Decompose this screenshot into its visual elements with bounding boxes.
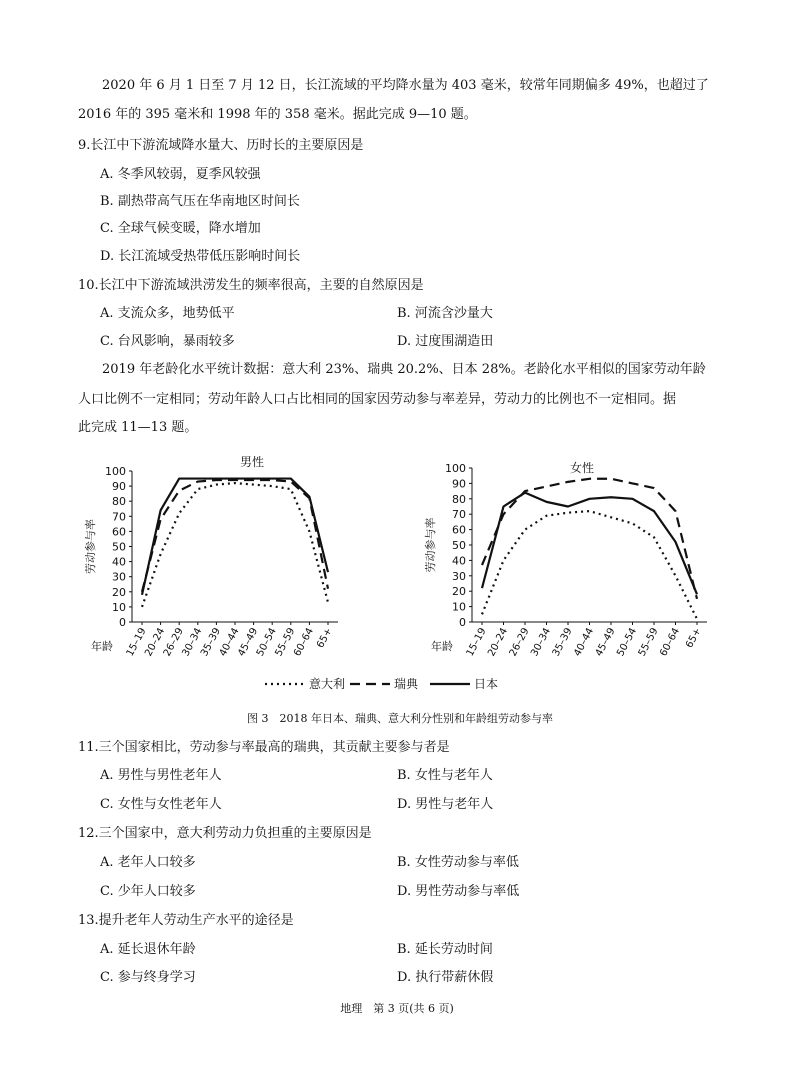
x-tick-label: 45–49 [236, 626, 261, 659]
x-tick-label: 15–19 [464, 626, 489, 659]
x-tick-label: 60–64 [658, 626, 683, 659]
question-11-option-b[interactable]: B. 女性与老年人 [397, 768, 493, 783]
y-tick-label: 80 [452, 492, 466, 506]
question-9-option-a[interactable]: A. 冬季风较弱，夏季风较强 [100, 167, 261, 182]
x-tick-label: 26–29 [507, 626, 532, 659]
question-10-option-a[interactable]: A. 支流众多，地势低平 [100, 306, 235, 321]
series-line-2 [482, 479, 697, 599]
y-tick-label: 50 [452, 539, 466, 552]
y-tick-label: 30 [112, 570, 126, 584]
x-tick-label: 15–19 [124, 626, 149, 659]
y-tick-label: 90 [452, 477, 466, 491]
x-axis-label: 年龄 [91, 640, 113, 653]
y-tick-label: 70 [452, 508, 466, 522]
series-line-3 [142, 479, 328, 595]
y-tick-label: 50 [112, 540, 126, 554]
question-12-stem: 12.三个国家中，意大利劳动力负担重的主要原因是 [78, 826, 372, 841]
page-footer: 地理 第 3 页(共 6 页) [340, 1002, 454, 1015]
question-11-option-a[interactable]: A. 男性与男性老年人 [100, 768, 222, 783]
x-tick-label: 65+ [684, 626, 704, 651]
question-13-option-a[interactable]: A. 延长退休年龄 [100, 942, 196, 957]
question-12-option-d[interactable]: D. 男性劳动参与率低 [397, 884, 520, 899]
y-tick-label: 60 [112, 525, 126, 539]
x-tick-label: 20–24 [143, 626, 168, 659]
question-13-option-c[interactable]: C. 参与终身学习 [100, 970, 196, 985]
male-chart [83, 454, 338, 658]
y-tick-label: 40 [452, 554, 466, 568]
question-9-stem: 9.长江中下游流域降水量大、历时长的主要原因是 [78, 138, 364, 153]
x-tick-label: 40–44 [572, 626, 597, 659]
figure-caption: 图 3 2018 年日本、瑞典、意大利分性别和年龄组劳动参与率 [247, 712, 553, 725]
x-tick-label: 60–64 [292, 626, 317, 659]
intro-1-line-1: 2020 年 6 月 1 日至 7 月 12 日，长江流域的平均降水量为 403 毫米，较常年同期偏多 49%，也超过了 [102, 78, 709, 93]
y-tick-label: 0 [459, 616, 466, 629]
question-10-stem: 10.长江中下游流域洪涝发生的频率很高，主要的自然原因是 [78, 278, 424, 293]
chart-title: 女性 [569, 461, 595, 475]
intro-2-line-1: 2019 年老龄化水平统计数据：意大利 23%、瑞典 20.2%、日本 28%。老龄化水平相似的国家劳动年龄 [102, 362, 706, 377]
x-tick-label: 20–24 [486, 626, 511, 659]
x-tick-label: 35–39 [550, 626, 575, 659]
question-9-option-d[interactable]: D. 长江流域受热带低压影响时间长 [100, 249, 301, 264]
y-tick-label: 80 [112, 495, 126, 509]
y-tick-label: 30 [452, 569, 466, 583]
x-tick-label: 35–39 [199, 626, 224, 659]
question-9-option-c[interactable]: C. 全球气候变暖，降水增加 [100, 221, 261, 236]
question-12-option-b[interactable]: B. 女性劳动参与率低 [397, 855, 519, 870]
question-13-option-d[interactable]: D. 执行带薪休假 [397, 970, 494, 985]
legend-label-3: 日本 [474, 677, 499, 691]
question-12-option-c[interactable]: C. 少年人口较多 [100, 884, 196, 899]
chart-legend [265, 676, 498, 691]
intro-1-line-2: 2016 年的 395 毫米和 1998 年的 358 毫米。据此完成 9—10 题。 [78, 107, 477, 122]
series-line-2 [142, 480, 328, 592]
y-tick-label: 60 [452, 523, 466, 537]
question-13-option-b[interactable]: B. 延长劳动时间 [397, 942, 493, 957]
x-tick-label: 26–29 [161, 626, 186, 659]
x-tick-label: 50–54 [254, 626, 279, 659]
intro-2-line-2: 人口比例不一定相同；劳动年龄人口占比相同的国家因劳动参与率差异，劳动力的比例也不一定相同。据 [78, 392, 677, 407]
question-10-option-d[interactable]: D. 过度围湖造田 [397, 334, 494, 349]
y-tick-label: 100 [445, 462, 466, 475]
x-tick-label: 55–59 [273, 626, 298, 659]
x-tick-label: 30–34 [529, 626, 554, 659]
question-13-stem: 13.提升老年人劳动生产水平的途径是 [78, 913, 294, 928]
x-tick-label: 55–59 [636, 626, 661, 659]
question-10-option-c[interactable]: C. 台风影响，暴雨较多 [100, 334, 235, 349]
question-12-option-a[interactable]: A. 老年人口较多 [100, 855, 196, 870]
x-tick-label: 45–49 [593, 626, 618, 659]
legend-label-2: 瑞典 [394, 677, 419, 691]
question-9-option-b[interactable]: B. 副热带高气压在华南地区时间长 [100, 194, 300, 209]
y-tick-label: 0 [119, 616, 126, 629]
y-tick-label: 70 [112, 510, 126, 524]
legend-label-1: 意大利 [309, 677, 346, 691]
y-tick-label: 40 [112, 555, 126, 569]
y-tick-label: 20 [112, 585, 126, 599]
female-chart [423, 460, 707, 658]
y-axis-label: 劳动参与率 [84, 519, 97, 574]
intro-2-line-3: 此完成 11—13 题。 [78, 420, 198, 435]
y-tick-label: 100 [105, 465, 126, 478]
y-tick-label: 10 [112, 600, 126, 614]
y-tick-label: 20 [452, 585, 466, 599]
question-11-option-c[interactable]: C. 女性与女性老年人 [100, 797, 222, 812]
y-axis-label: 劳动参与率 [424, 517, 437, 573]
x-tick-label: 40–44 [217, 626, 242, 659]
question-11-option-d[interactable]: D. 男性与老年人 [397, 797, 494, 812]
x-tick-label: 50–54 [615, 626, 640, 659]
x-axis-label: 年龄 [431, 640, 453, 653]
labor-participation-figure [0, 440, 794, 730]
chart-title: 男性 [239, 455, 265, 469]
x-tick-label: 30–34 [180, 626, 205, 659]
x-tick-label: 65+ [315, 626, 335, 651]
question-10-option-b[interactable]: B. 河流含沙量大 [397, 306, 493, 321]
y-tick-label: 90 [112, 480, 126, 494]
series-line-1 [142, 483, 328, 607]
y-tick-label: 10 [452, 600, 466, 614]
question-11-stem: 11.三个国家相比，劳动参与率最高的瑞典，其贡献主要参与者是 [78, 740, 450, 755]
